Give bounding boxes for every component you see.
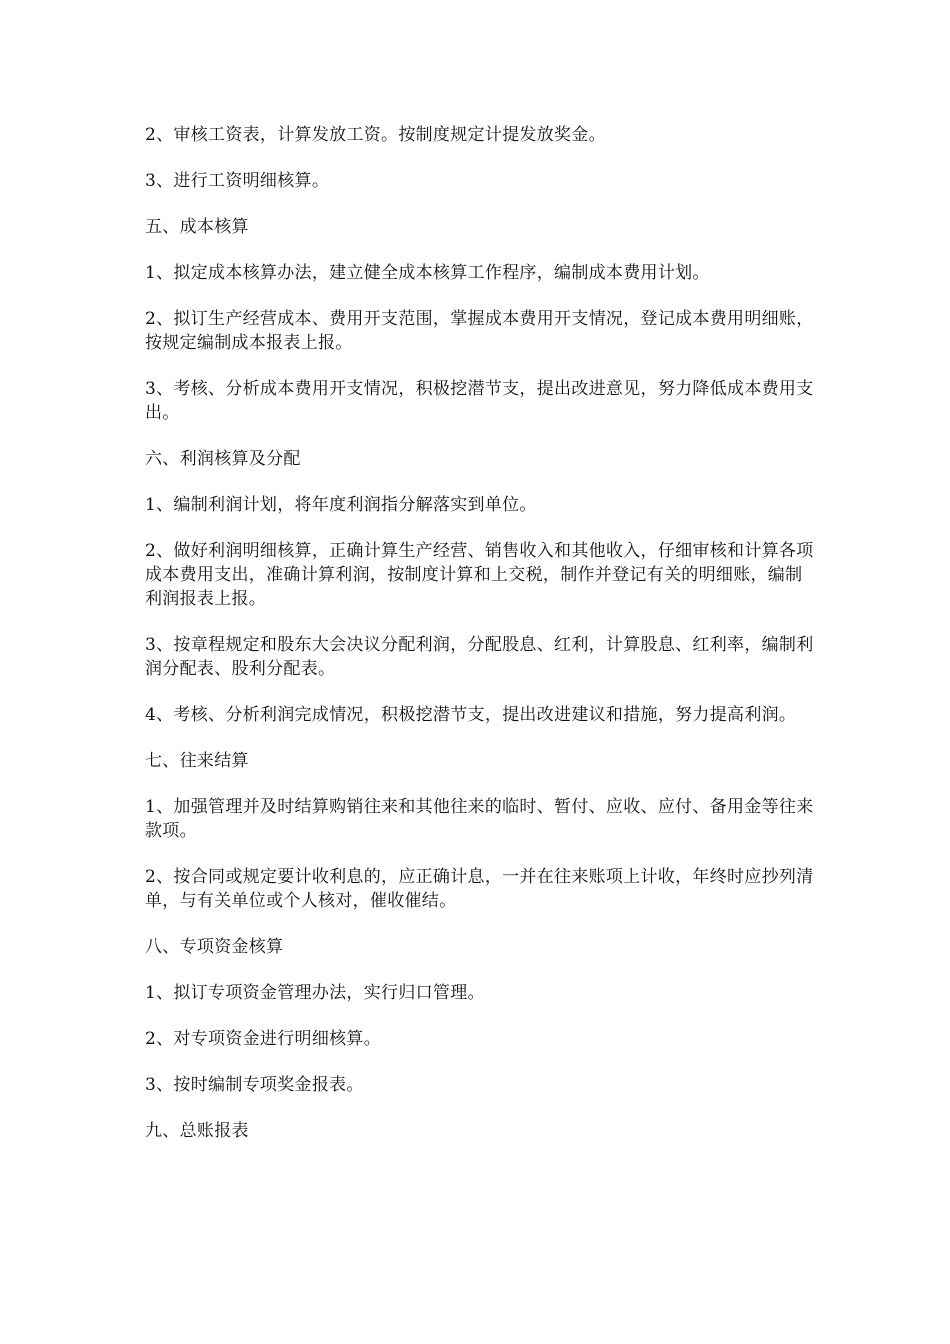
paragraph: 2、对专项资金进行明细核算。	[145, 1029, 382, 1049]
paragraph: 3、考核、分析成本费用开支情况，积极挖潜节支，提出改进意见，努力降低成本费用支出。	[145, 379, 814, 423]
section-heading: 五、成本核算	[145, 217, 249, 237]
section-heading: 七、往来结算	[145, 751, 249, 771]
paragraph: 3、按章程规定和股东大会决议分配利润，分配股息、红利，计算股息、红利率，编制利润分配表、股利分配表。	[145, 635, 814, 679]
section-heading: 八、专项资金核算	[145, 937, 284, 957]
paragraph: 3、按时编制专项奖金报表。	[145, 1075, 364, 1095]
paragraph: 3、进行工资明细核算。	[145, 171, 330, 191]
section-heading: 六、利润核算及分配	[145, 449, 301, 469]
paragraph: 1、拟定成本核算办法，建立健全成本核算工作程序，编制成本费用计划。	[145, 263, 710, 283]
paragraph: 4、考核、分析利润完成情况，积极挖潜节支，提出改进建议和措施，努力提高利润。	[145, 705, 797, 725]
paragraph: 2、审核工资表，计算发放工资。按制度规定计提发放奖金。	[145, 125, 606, 145]
paragraph: 2、做好利润明细核算，正确计算生产经营、销售收入和其他收入，仔细审核和计算各项成本费用支出，准确计算利润，按制度计算和上交税，制作并登记有关的明细账，编制利润报表上报。	[145, 541, 814, 609]
paragraph: 1、加强管理并及时结算购销往来和其他往来的临时、暂付、应收、应付、备用金等往来款项。	[145, 797, 814, 841]
paragraph: 1、编制利润计划，将年度利润指分解落实到单位。	[145, 495, 537, 515]
paragraph: 2、按合同或规定要计收利息的，应正确计息，一并在往来账项上计收，年终时应抄列清单，与有关单位或个人核对，催收催结。	[145, 867, 814, 911]
section-heading: 九、总账报表	[145, 1121, 249, 1141]
paragraph: 2、拟订生产经营成本、费用开支范围，掌握成本费用开支情况，登记成本费用明细账，按规定编制成本报表上报。	[145, 309, 814, 353]
document-body	[145, 123, 815, 1165]
paragraph: 1、拟订专项资金管理办法，实行归口管理。	[145, 983, 485, 1003]
